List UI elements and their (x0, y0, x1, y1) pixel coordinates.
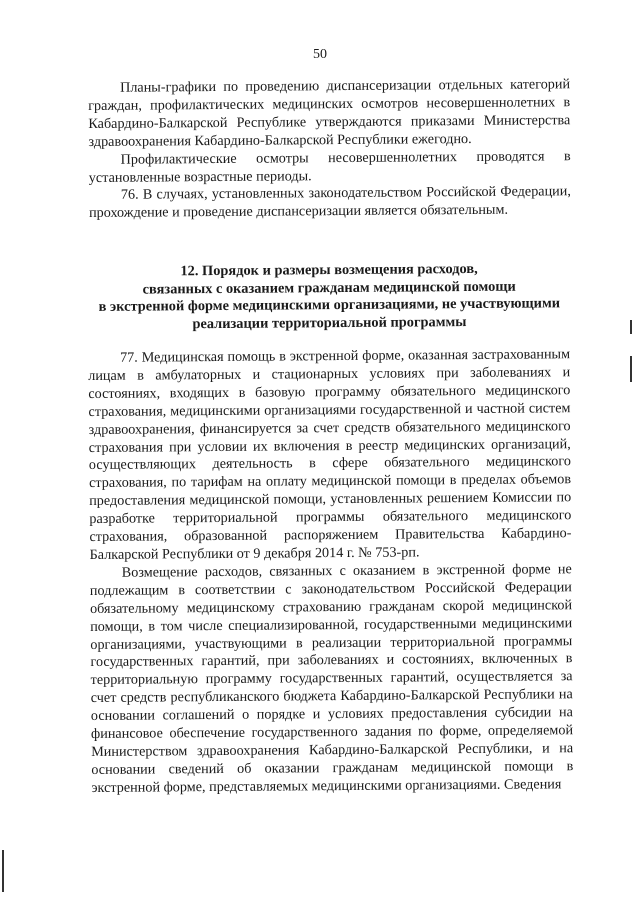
scan-edge-mark (2, 850, 4, 892)
paragraph: 77. Медицинская помощь в экстренной форме, оказанная застрахованным лицам в амбулаторных и стационарных условиях при заболеваниях и состояниях, входящих в базовую программу обязательного медицинского страхования, медицинскими организациями государственной и частной систем здравоохранения, финансируется за счет средств обязательного медицинского страхования при условии их включения в реестр медицинских организаций, осуществляющих деятельность в сфере обязательного медицинского страхования, по тарифам на оплату медицинской помощи в пределах объемов предоставления медицинской помощи, установленных решением Комиссии по разработке территориальной программы обязательного медицинского страхования, образованной распоряжением Правительства Кабардино-Балкарской Республики от 9 декабря 2014 г. № 753-рп. (88, 346, 572, 563)
section-heading (88, 260, 571, 334)
top-text-block (88, 76, 571, 223)
main-text-block (88, 346, 574, 797)
paragraph: 76. В случаях, установленных законодательством Российской Федерации, прохождение и проведение диспансеризации является обязательным. (88, 183, 571, 222)
paragraph: Планы-графики по проведению диспансеризации отдельных категорий граждан, профилактических медицинских осмотров несовершеннолетних в Кабардино-Балкарской Республике утверждаются приказами Министерства здравоохранения Кабардино-Балкарской Республики ежегодно. (88, 76, 571, 150)
section-heading-line: реализации территориальной программы (192, 313, 467, 332)
section-heading-line: 12. Порядок и размеры возмещения расходов, (180, 260, 478, 280)
paragraph: Возмещение расходов, связанных с оказанием в экстренной форме не подлежащим в соответствии с законодательством Российской Федерации обязательному медицинскому страхованию гражданам скорой медицинской помощи, в том числе специализированной, государственными медицинскими организациями, участвующими в реализации территориальной программы государственных гарантий, при заболеваниях и состояниях, включенных в территориальную программу государственных гарантий, осуществляется за счет средств республиканского бюджета Кабардино-Балкарской Республики на основании соглашений о порядке и условиях предоставления субсидии на финансовое обеспечение государственного задания по форме, определяемой Министерством здравоохранения Кабардино-Балкарской Республики, и на основании сведений об оказании гражданам медицинской помощи в экстренной форме, представляемых медицинскими организациями. Сведения (89, 561, 574, 796)
page-number: 50 (313, 47, 327, 62)
paragraph: Профилактические осмотры несовершеннолетних проводятся в установленные возрастные периоды. (88, 147, 571, 186)
scan-edge-mark (630, 320, 632, 334)
scan-edge-mark (630, 356, 632, 382)
section-heading-line: связанных с оказанием гражданам медицинской помощи (142, 278, 516, 298)
section-heading-line: в экстренной форме медицинскими организациями, не участвующими (98, 295, 561, 315)
